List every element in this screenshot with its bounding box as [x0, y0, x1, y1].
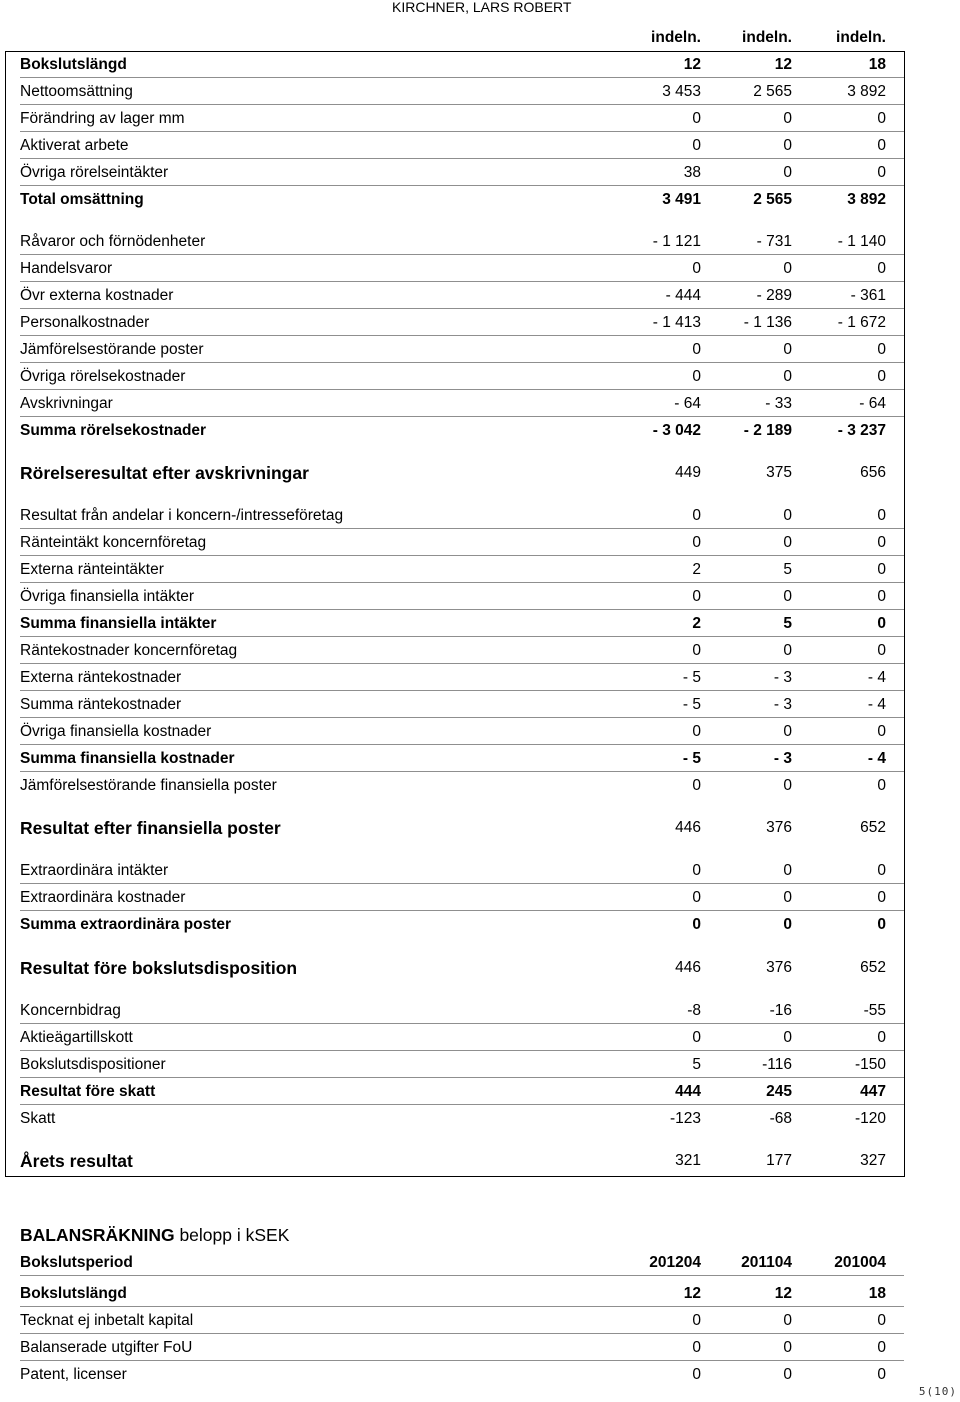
- row-value: - 444: [665, 287, 701, 304]
- row-value: 0: [692, 368, 701, 385]
- row-value: 12: [774, 56, 792, 73]
- column-header: indeln.: [651, 29, 701, 46]
- row-label: Årets resultat: [20, 1151, 133, 1171]
- row-value: 0: [877, 341, 886, 358]
- row-value: 0: [877, 534, 886, 551]
- row-label: Summa räntekostnader: [20, 696, 182, 713]
- row-label: Aktiverat arbete: [20, 137, 129, 154]
- row-label: Tecknat ej inbetalt kapital: [20, 1312, 194, 1329]
- balance-title-bold: BALANSRÄKNING: [20, 1225, 175, 1245]
- row-value: 0: [692, 642, 701, 659]
- row-value: 0: [692, 889, 701, 906]
- row-label: Råvaror och förnödenheter: [20, 233, 206, 250]
- table-row: [20, 1280, 904, 1307]
- row-value: 446: [675, 959, 701, 976]
- row-value: - 5: [682, 669, 701, 686]
- table-row: [20, 745, 904, 772]
- row-value: 0: [692, 1029, 701, 1046]
- row-label: Skatt: [20, 1110, 56, 1127]
- table-row: [20, 1024, 904, 1051]
- row-value: 652: [860, 959, 886, 976]
- row-value: - 1 413: [652, 314, 701, 331]
- table-row: [20, 228, 904, 255]
- row-label: Bokslutsdispositioner: [20, 1056, 166, 1073]
- row-value: 0: [692, 507, 701, 524]
- balance-sheet-title: [20, 1225, 289, 1246]
- row-value: - 33: [765, 395, 792, 412]
- table-row: [20, 857, 904, 884]
- row-label: Övriga finansiella kostnader: [20, 723, 212, 740]
- row-label: Handelsvaror: [20, 260, 113, 277]
- table-row: [20, 997, 904, 1024]
- row-value: 5: [783, 561, 792, 578]
- row-value: - 3 042: [652, 422, 701, 439]
- row-value: - 3: [773, 750, 792, 767]
- row-value: - 64: [859, 395, 886, 412]
- table-row: [20, 610, 904, 637]
- row-label: Avskrivningar: [20, 395, 113, 412]
- row-value: -8: [687, 1002, 701, 1019]
- table-row: [20, 691, 904, 718]
- table-right-border: [904, 51, 905, 1177]
- row-value: 656: [860, 464, 886, 481]
- row-value: 2: [692, 561, 701, 578]
- row-value: 0: [783, 137, 792, 154]
- row-value: - 2 189: [743, 422, 792, 439]
- row-value: 447: [860, 1083, 886, 1100]
- row-value: 0: [692, 916, 701, 933]
- row-value: 449: [675, 464, 701, 481]
- row-value: 201104: [741, 1254, 792, 1271]
- table-row: [20, 105, 904, 132]
- row-value: 0: [877, 507, 886, 524]
- row-value: 38: [683, 164, 701, 181]
- table-row: [20, 529, 904, 556]
- table-row: [20, 132, 904, 159]
- row-value: 0: [692, 534, 701, 551]
- row-value: 2: [692, 615, 701, 632]
- row-value: 0: [692, 341, 701, 358]
- table-row: [20, 1334, 904, 1361]
- row-value: 0: [877, 862, 886, 879]
- row-label: Övr externa kostnader: [20, 287, 174, 304]
- row-value: - 4: [867, 696, 886, 713]
- row-value: 321: [675, 1152, 701, 1169]
- row-value: - 4: [867, 750, 886, 767]
- row-value: 0: [877, 916, 886, 933]
- row-value: 0: [783, 1366, 792, 1383]
- row-label: Koncernbidrag: [20, 1002, 121, 1019]
- row-value: 0: [692, 110, 701, 127]
- row-value: - 289: [756, 287, 792, 304]
- row-value: - 4: [867, 669, 886, 686]
- row-value: 2 565: [753, 83, 792, 100]
- row-value: 376: [766, 819, 792, 836]
- row-value: 0: [877, 1339, 886, 1356]
- row-value: 12: [774, 1285, 792, 1302]
- row-value: 0: [692, 1339, 701, 1356]
- row-value: 0: [877, 889, 886, 906]
- row-value: 201004: [834, 1254, 886, 1271]
- table-row: [20, 417, 904, 443]
- table-row: [20, 718, 904, 745]
- row-value: 0: [783, 588, 792, 605]
- row-value: 0: [877, 588, 886, 605]
- table-row: [20, 159, 904, 186]
- table-row: [20, 1361, 904, 1387]
- row-label: Bokslutsperiod: [20, 1254, 133, 1271]
- row-value: 0: [783, 777, 792, 794]
- row-value: 0: [783, 110, 792, 127]
- row-value: 0: [783, 1339, 792, 1356]
- row-value: 0: [877, 368, 886, 385]
- row-value: 5: [783, 615, 792, 632]
- row-label: Summa rörelsekostnader: [20, 422, 207, 439]
- row-label: Personalkostnader: [20, 314, 150, 331]
- row-value: - 3: [773, 669, 792, 686]
- row-value: 0: [783, 1312, 792, 1329]
- table-row: [20, 637, 904, 664]
- row-value: 18: [868, 56, 886, 73]
- row-value: 0: [783, 723, 792, 740]
- row-label: Övriga finansiella intäkter: [20, 588, 195, 605]
- row-label: Patent, licenser: [20, 1366, 127, 1383]
- row-value: -116: [762, 1056, 792, 1073]
- table-row: [20, 1105, 904, 1131]
- table-row: [20, 309, 904, 336]
- row-value: 201204: [649, 1254, 701, 1271]
- row-value: 3 453: [662, 83, 701, 100]
- row-value: 12: [683, 56, 701, 73]
- table-row: [20, 1147, 904, 1173]
- row-value: 0: [877, 137, 886, 154]
- table-row: [20, 282, 904, 309]
- row-label: Total omsättning: [20, 191, 144, 208]
- column-header-row: [20, 24, 904, 50]
- balance-title-rest: belopp i kSEK: [174, 1225, 290, 1245]
- row-value: - 1 672: [837, 314, 886, 331]
- row-value: -123: [669, 1110, 701, 1127]
- row-label: Resultat före skatt: [20, 1083, 156, 1100]
- table-row: [20, 911, 904, 937]
- row-label: Räntekostnader koncernföretag: [20, 642, 238, 659]
- row-value: 0: [877, 110, 886, 127]
- row-value: 0: [783, 1029, 792, 1046]
- row-label: Jämförelsestörande finansiella poster: [20, 777, 277, 794]
- row-label: Summa finansiella kostnader: [20, 750, 235, 767]
- row-value: -16: [769, 1002, 792, 1019]
- row-value: 0: [692, 137, 701, 154]
- row-label: Extraordinära intäkter: [20, 862, 169, 879]
- row-value: 245: [766, 1083, 792, 1100]
- row-value: - 1 121: [652, 233, 701, 250]
- row-value: 375: [766, 464, 792, 481]
- row-value: -120: [854, 1110, 886, 1127]
- row-value: 0: [692, 777, 701, 794]
- row-value: 0: [877, 260, 886, 277]
- row-label: Bokslutslängd: [20, 56, 127, 73]
- row-value: 0: [783, 260, 792, 277]
- row-value: 446: [675, 819, 701, 836]
- row-value: 0: [877, 1366, 886, 1383]
- row-value: 0: [877, 164, 886, 181]
- row-value: 652: [860, 819, 886, 836]
- table-row: [20, 1249, 904, 1276]
- table-bottom-border: [5, 1176, 904, 1177]
- table-row: [20, 556, 904, 583]
- row-value: 5: [692, 1056, 701, 1073]
- row-value: 3 892: [847, 83, 886, 100]
- row-label: Resultat före bokslutsdisposition: [20, 958, 298, 978]
- table-row: [20, 186, 904, 212]
- row-value: - 3: [773, 696, 792, 713]
- column-header: indeln.: [742, 29, 792, 46]
- table-row: [20, 255, 904, 282]
- row-value: 3 491: [662, 191, 701, 208]
- table-row: [20, 583, 904, 610]
- row-value: 0: [783, 642, 792, 659]
- table-row: [20, 51, 904, 78]
- row-label: Bokslutslängd: [20, 1285, 127, 1302]
- row-value: 0: [692, 1312, 701, 1329]
- row-value: 0: [692, 1366, 701, 1383]
- row-value: 444: [675, 1083, 701, 1100]
- row-value: -68: [769, 1110, 792, 1127]
- row-value: - 1 140: [837, 233, 886, 250]
- row-value: - 361: [850, 287, 886, 304]
- row-label: Aktieägartillskott: [20, 1029, 133, 1046]
- row-label: Summa extraordinära poster: [20, 916, 232, 933]
- row-value: 0: [783, 862, 792, 879]
- row-label: Resultat från andelar i koncern-/intresseföretag: [20, 507, 344, 524]
- row-label: Extraordinära kostnader: [20, 889, 186, 906]
- row-label: Jämförelsestörande poster: [20, 341, 204, 358]
- row-value: 0: [783, 534, 792, 551]
- row-value: 12: [683, 1285, 701, 1302]
- row-value: - 731: [756, 233, 792, 250]
- row-value: -150: [854, 1056, 886, 1073]
- row-label: Övriga rörelseintäkter: [20, 164, 169, 181]
- company-name-header: KIRCHNER, LARS ROBERT: [392, 0, 572, 15]
- table-row: [20, 336, 904, 363]
- row-value: 0: [783, 916, 792, 933]
- row-value: 376: [766, 959, 792, 976]
- row-value: 177: [766, 1152, 792, 1169]
- row-value: 0: [692, 862, 701, 879]
- table-row: [20, 390, 904, 417]
- table-row: [20, 954, 904, 980]
- row-value: 0: [877, 1312, 886, 1329]
- table-row: [20, 502, 904, 529]
- table-row: [20, 664, 904, 691]
- row-label: Övriga rörelsekostnader: [20, 368, 186, 385]
- row-value: 0: [877, 1029, 886, 1046]
- row-value: - 64: [674, 395, 701, 412]
- table-row: [20, 78, 904, 105]
- row-value: 0: [692, 260, 701, 277]
- table-row: [20, 772, 904, 798]
- row-value: 0: [783, 889, 792, 906]
- table-row: [20, 1051, 904, 1078]
- row-value: -55: [863, 1002, 886, 1019]
- row-label: Externa ränteintäkter: [20, 561, 164, 578]
- row-label: Förändring av lager mm: [20, 110, 185, 127]
- table-row: [20, 459, 904, 485]
- row-value: 0: [783, 368, 792, 385]
- row-value: - 5: [682, 696, 701, 713]
- row-value: 327: [860, 1152, 886, 1169]
- page-number: 5(10): [918, 1385, 957, 1398]
- table-row: [20, 363, 904, 390]
- row-value: - 5: [682, 750, 701, 767]
- table-row: [20, 884, 904, 911]
- row-value: 3 892: [847, 191, 886, 208]
- row-value: 0: [692, 588, 701, 605]
- column-header: indeln.: [836, 29, 886, 46]
- row-label: Externa räntekostnader: [20, 669, 182, 686]
- row-value: 0: [783, 164, 792, 181]
- table-row: [20, 1307, 904, 1334]
- row-label: Ränteintäkt koncernföretag: [20, 534, 207, 551]
- row-label: Nettoomsättning: [20, 83, 133, 100]
- row-label: Summa finansiella intäkter: [20, 615, 217, 632]
- row-value: - 3 237: [837, 422, 886, 439]
- row-value: 0: [783, 507, 792, 524]
- row-value: 0: [783, 341, 792, 358]
- row-value: 0: [692, 723, 701, 740]
- table-row: [20, 814, 904, 840]
- row-value: 0: [877, 777, 886, 794]
- row-label: Rörelseresultat efter avskrivningar: [20, 463, 309, 483]
- row-value: 18: [868, 1285, 886, 1302]
- row-label: Balanserade utgifter FoU: [20, 1339, 193, 1356]
- row-label: Resultat efter finansiella poster: [20, 818, 281, 838]
- row-value: 0: [877, 642, 886, 659]
- table-row: [20, 1078, 904, 1105]
- row-value: - 1 136: [743, 314, 792, 331]
- row-value: 0: [877, 561, 886, 578]
- row-value: 0: [877, 615, 886, 632]
- row-value: 0: [877, 723, 886, 740]
- row-value: 2 565: [753, 191, 792, 208]
